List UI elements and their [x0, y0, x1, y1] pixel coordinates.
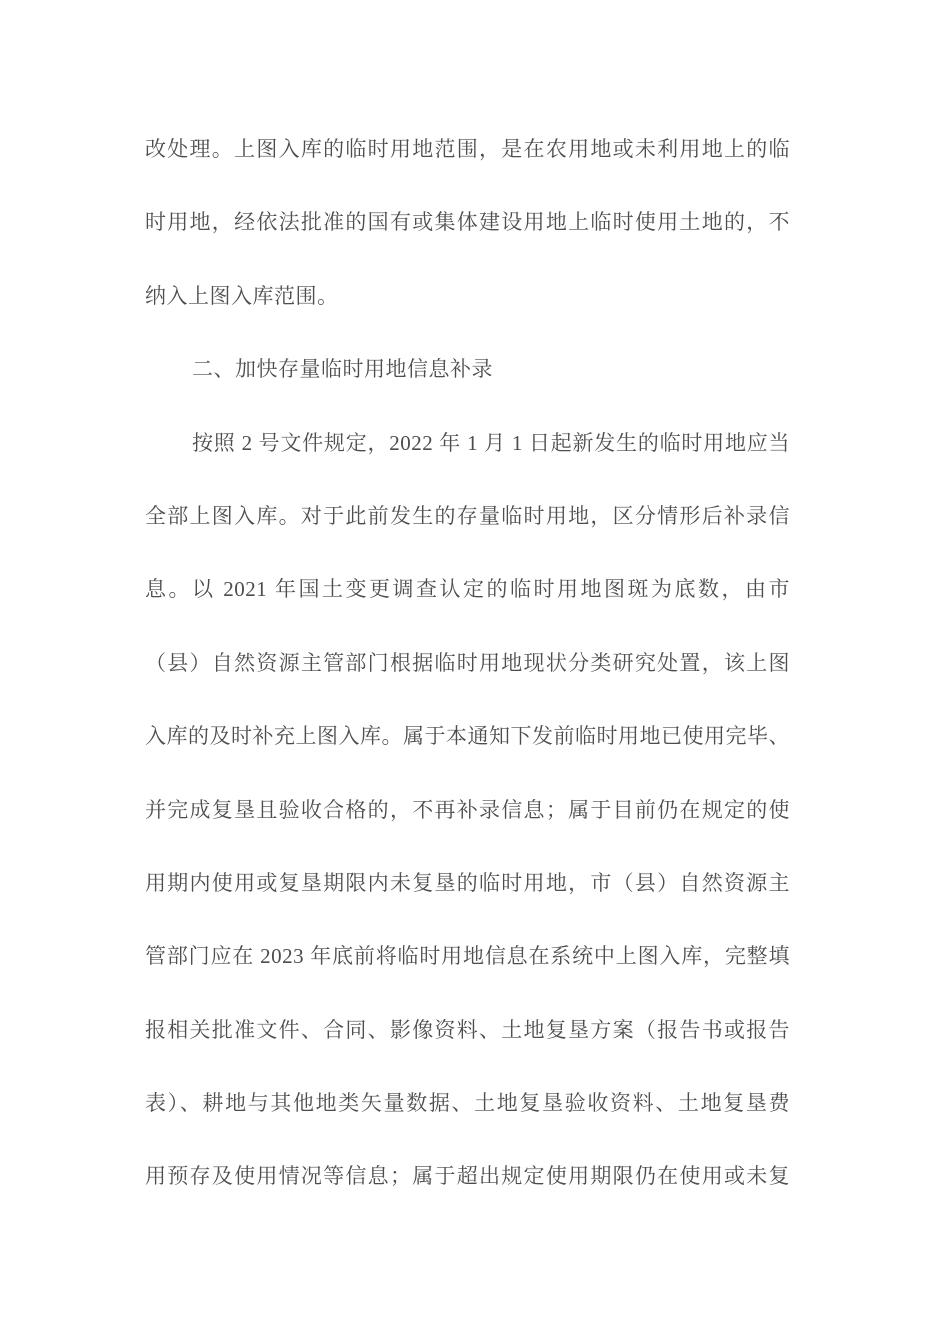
section-heading: 二、加快存量临时用地信息补录	[192, 357, 493, 382]
text-line: 用期内使用或复垦期限内未复垦的临时用地，市（县）自然资源主	[145, 870, 790, 895]
text-line: 全部上图入库。对于此前发生的存量临时用地，区分情形后补录信	[145, 503, 790, 528]
text-line: 并完成复垦且验收合格的，不再补录信息；属于目前仍在规定的使	[145, 797, 790, 822]
text-line: 纳入上图入库范围。	[145, 283, 339, 308]
text-line: 管部门应在 2023 年底前将临时用地信息在系统中上图入库，完整填	[145, 944, 790, 969]
text-line: 表）、耕地与其他地类矢量数据、土地复垦验收资料、土地复垦费	[145, 1091, 790, 1116]
document-text-block	[145, 113, 790, 1214]
text-line: 改处理。上图入库的临时用地范围，是在农用地或未利用地上的临	[145, 137, 790, 161]
text-line: 时用地，经依法批准的国有或集体建设用地上临时使用土地的，不	[145, 210, 790, 235]
text-line: 按照 2 号文件规定，2022 年 1 月 1 日起新发生的临时用地应当	[192, 430, 790, 455]
text-line: （县）自然资源主管部门根据临时用地现状分类研究处置，该上图	[145, 650, 790, 675]
text-line: 报相关批准文件、合同、影像资料、土地复垦方案（报告书或报告	[145, 1017, 790, 1042]
text-line: 用预存及使用情况等信息；属于超出规定使用期限仍在使用或未复	[145, 1164, 790, 1189]
text-line: 入库的及时补充上图入库。属于本通知下发前临时用地已使用完毕、	[145, 724, 790, 749]
text-line: 息。以 2021 年国土变更调查认定的临时用地图斑为底数，由市	[145, 577, 790, 602]
